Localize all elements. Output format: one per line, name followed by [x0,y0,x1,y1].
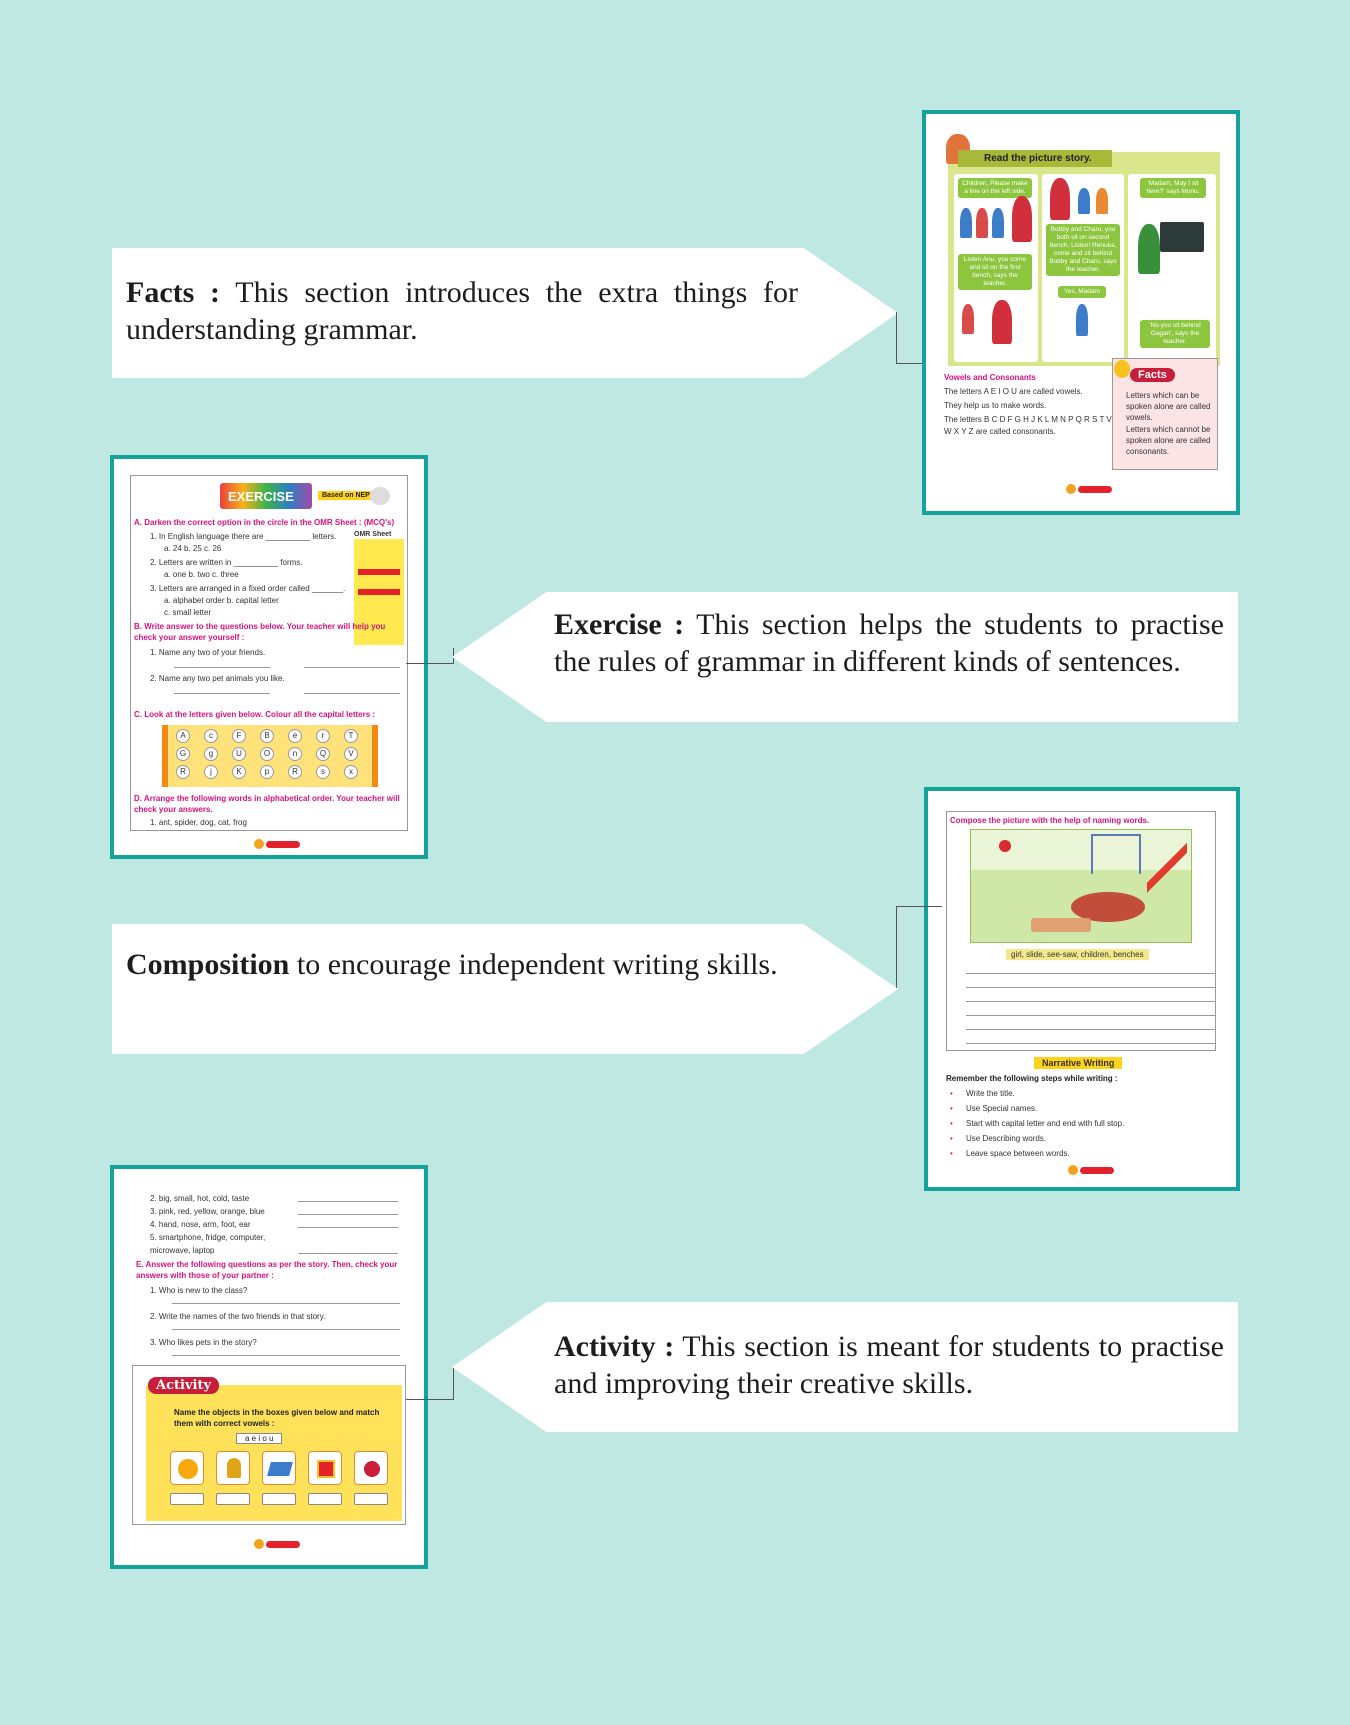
bulb-icon [1114,360,1130,378]
composition-title: Compose the picture with the help of naming words. [950,816,1150,825]
writing-line [966,1029,1216,1030]
children-figure [1076,304,1088,336]
letter-circle: Q [316,747,330,761]
writing-step: • Write the title. [966,1089,1015,1098]
letter-circle: U [232,747,246,761]
letter-circle: c [204,729,218,743]
exercise-item: a. alphabet order b. capital letter [164,596,279,605]
children-figure [1078,188,1090,214]
teacher-figure [1012,196,1032,242]
answer-box [170,1493,204,1505]
exercise-item: 3. Letters are arranged in a fixed order called _______. [150,584,346,593]
question-e: E. Answer the following questions as per the story. Then, check your answers with those of your partner : [136,1260,398,1280]
composition-term: Composition [126,948,290,981]
facts-item: Letters which can be spoken alone are called vowels. [1126,391,1211,422]
footer-logo [1066,484,1112,494]
writing-step: • Start with capital letter and end with full stop. [966,1119,1124,1128]
speech-bubble: Bobby and Charu, you both sit on second bench. Listen! Renuka, come and sit behind Bobby and Charu, says the teacher. [1046,224,1120,276]
answer-box [354,1493,388,1505]
letter-circle: A [176,729,190,743]
question-c: C. Look at the letters given below. Colour all the capital letters : [134,710,376,719]
children-figure [992,208,1004,238]
sun-icon [170,1451,204,1485]
letter-circle: e [288,729,302,743]
footer-logo [1068,1165,1114,1175]
bell-icon [216,1451,250,1485]
answer-line [298,1253,398,1254]
teacher-figure [1138,224,1160,274]
facts-item: Letters which cannot be spoken alone are called consonants. [1126,425,1211,456]
exercise-leader [406,648,454,664]
answer-line [304,693,400,694]
children-figure [1096,188,1108,214]
activity-item: 3. pink, red, yellow, orange, blue [150,1207,265,1216]
question-a: A. Darken the correct option in the circle in the OMR Sheet : (MCQ's) [134,518,395,527]
letter-circle: j [204,765,218,779]
blackboard [1160,222,1204,252]
vowels-heading: Vowels and Consonants [944,373,1036,382]
speech-bubble: 'No you sit behind Gagan', says the teacher. [1140,320,1210,348]
activity-question: 3. Who likes pets in the story? [150,1338,257,1347]
speech-bubble: 'Madam, May I sit here?' says Monu. [1140,178,1206,198]
facts-callout-text [126,274,798,348]
activity-instruction: Name the objects in the boxes given below and match them with correct vowels : [174,1408,380,1428]
answer-line [304,667,400,668]
letter-circle: O [260,747,274,761]
vowels-line: The letters A E I O U are called vowels. [944,387,1083,396]
answer-line [172,1355,400,1356]
facts-term: Facts : [126,276,221,309]
facts-leader [896,312,924,364]
story-title: Read the picture story. [958,150,1112,167]
exercise-term: Exercise : [554,608,685,641]
exercise-item: 2. Name any two pet animals you like. [150,674,285,683]
exercise-item: 2. Letters are written in __________ forms. [150,558,303,567]
letter-circle: x [344,765,358,779]
vowels-line: The letters B C D F G H J K L M N P Q R S T V [944,415,1112,424]
answer-line [298,1214,398,1215]
children-figure [962,304,974,334]
vowels-line: W X Y Z are called consonants. [944,427,1056,436]
activity-item: 5. smartphone, fridge, computer, [150,1233,266,1242]
letter-circle: G [176,747,190,761]
exercise-callout-text [554,606,1224,680]
exercise-description: This section helps the students to practise the rules of grammar in different kinds of sentences. [554,608,1224,678]
narrative-writing-label: Narrative Writing [1034,1057,1122,1069]
playground-scene [970,829,1192,943]
activity-tag: Activity [148,1377,219,1394]
letter-circle: n [288,747,302,761]
answer-line [174,693,270,694]
letter-circle: g [204,747,218,761]
answer-line [298,1201,398,1202]
composition-page-thumbnail [924,787,1240,1191]
exercise-item: 1. In English language there are __________ letters. [150,532,337,541]
writing-step: • Use Describing words. [966,1134,1046,1143]
writing-line [966,1043,1216,1044]
letter-circle: s [316,765,330,779]
writing-step: • Leave space between words. [966,1149,1070,1158]
activity-question: 1. Who is new to the class? [150,1286,248,1295]
answer-line [172,1303,400,1304]
activity-item: 2. big, small, hot, cold, taste [150,1194,250,1203]
speech-bubble: Children, Please make a line on the left side. [958,178,1032,198]
footer-logo [254,1539,300,1549]
activity-description: This section is meant for students to practise and improving their creative skills. [554,1330,1224,1400]
naming-words-hint: girl, slide, see-saw, children, benches [1006,949,1149,960]
question-d: D. Arrange the following words in alphabetical order. Your teacher will check your answers. [134,794,400,814]
book-icon [262,1451,296,1485]
question-b: B. Write answer to the questions below. Your teacher will help you check your answer yourself : [134,622,386,642]
answer-line [172,1329,400,1330]
speech-bubble: Listen Anu, you come and sit on the first bench, says the teacher. [958,254,1032,290]
omr-label [358,589,400,595]
composition-description: to encourage independent writing skills. [289,948,778,981]
vowels-line: They help us to make words. [944,401,1047,410]
facts-page-thumbnail [922,110,1240,515]
composition-callout-text [126,946,798,983]
exercise-item: a. one b. two c. three [164,570,239,579]
skills-icon [370,487,390,505]
footer-logo [254,839,300,849]
vowels-strip: a e i o u [236,1433,282,1444]
letter-circle: F [232,729,246,743]
children-figure [960,208,972,238]
exercise-page-thumbnail [110,455,428,859]
letter-circle: r [316,729,330,743]
activity-item: microwave, laptop [150,1246,215,1255]
answer-box [308,1493,342,1505]
writing-line [966,1015,1216,1016]
speech-bubble: Yes, Madam [1058,286,1106,298]
ball-icon [354,1451,388,1485]
composition-callout [112,924,898,1054]
omr-title: OMR Sheet [354,531,392,538]
letter-circle: B [260,729,274,743]
remember-heading: Remember the following steps while writing : [946,1074,1118,1083]
activity-page-thumbnail [110,1165,428,1569]
writing-step: • Use Special names. [966,1104,1037,1113]
exercise-banner-text: EXERCISE [228,489,294,504]
omr-label [358,569,400,575]
teacher-figure [1050,178,1070,220]
exercise-item: 1. ant, spider, dog, cat, frog [150,818,247,827]
nep-badge: Based on NEP [318,491,374,500]
writing-line [966,987,1216,988]
letter-circle: T [344,729,358,743]
activity-question: 2. Write the names of the two friends in that story. [150,1312,326,1321]
letter-circle: R [288,765,302,779]
letter-circle: p [260,765,274,779]
writing-line [966,1001,1216,1002]
activity-item: 4. hand, nose, arm, foot, ear [150,1220,251,1229]
exercise-item: 1. Name any two of your friends. [150,648,266,657]
facts-tag: Facts [1130,368,1175,382]
exercise-item: c. small letter [164,608,212,617]
letter-circle: R [176,765,190,779]
facts-description: This section introduces the extra things for understanding grammar. [126,276,799,346]
children-figure [976,208,988,238]
answer-box [262,1493,296,1505]
letter-circle: K [232,765,246,779]
answer-line [174,667,270,668]
activity-term: Activity : [554,1330,675,1363]
activity-callout-text [554,1328,1224,1402]
activity-leader [406,1368,454,1400]
exercise-item: a. 24 b. 25 c. 26 [164,544,222,553]
composition-leader [896,906,942,988]
teacher-figure [992,300,1012,344]
writing-line [966,973,1216,974]
gift-icon [308,1451,342,1485]
letter-circle: V [344,747,358,761]
answer-box [216,1493,250,1505]
answer-line [298,1227,398,1228]
